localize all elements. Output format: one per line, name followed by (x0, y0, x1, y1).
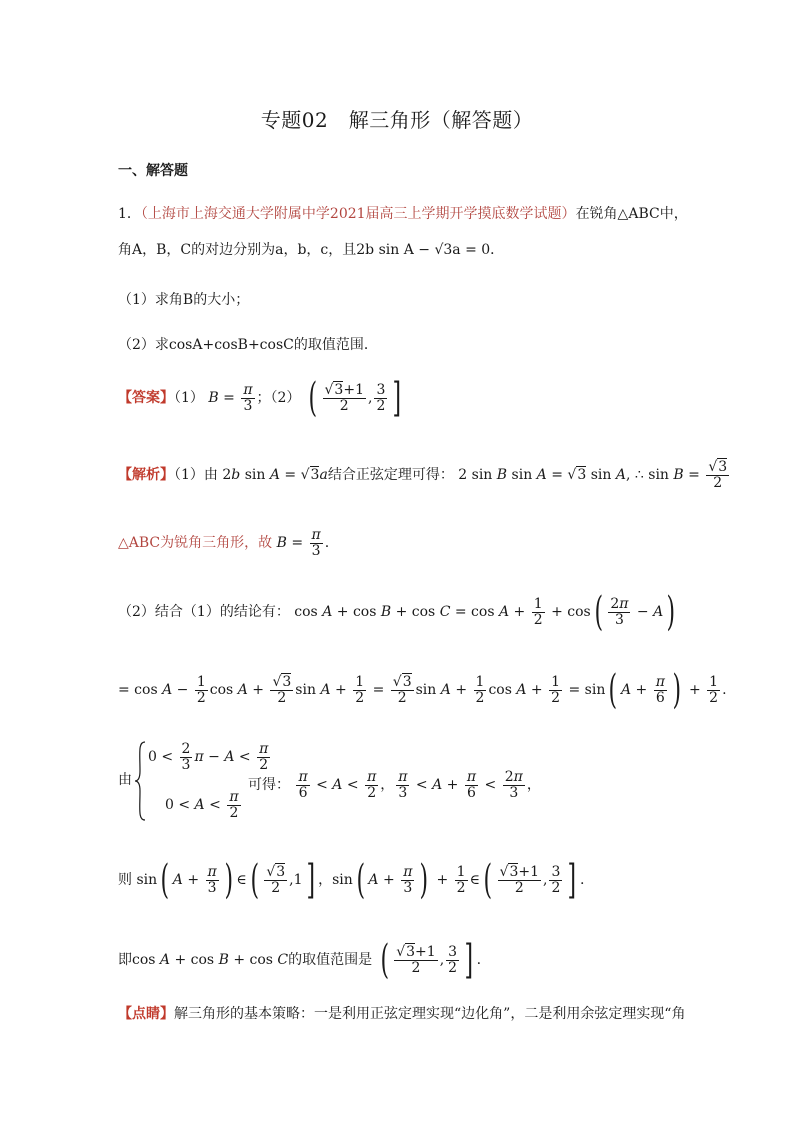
analysis-l3-prefix: （2）结合（1）的结论有： (118, 604, 290, 620)
problem-given: 角A，B，C的对边分别为a，b，c，且 (118, 242, 357, 258)
dianjing-tag: 【点睛】 (118, 1006, 174, 1022)
problem-equation: 2b sin A − √3a = 0． (356, 242, 505, 258)
problem-stem-tail: 在锐角△ABC中， (575, 206, 688, 222)
inequality-2: 0 < A < $\frac{\pi}{2}$ (165, 789, 239, 821)
page-title: 专题02 解三角形（解答题） (260, 108, 534, 132)
section-heading: 一、解答题 (118, 163, 188, 179)
analysis-line-2: △ABC为锐角三角形，故 B = $\frac{\pi}{3}$ . (118, 527, 330, 559)
analysis-ze: 则 (118, 872, 132, 888)
analysis-kede: 可得： (248, 777, 290, 794)
analysis-line-7: 即cos A + cos B + cos C的取值范围是 ( $\frac{√3+1}{2}$ , $\frac{3}{2}$ ] . (118, 937, 482, 983)
answer-part2-label: ；（2） (256, 390, 301, 406)
analysis-l1-mid: 结合正弦定理可得： (327, 467, 454, 484)
question-1: （1）求角B的大小； (118, 292, 250, 308)
answer-line: 【答案】（1） B = $\frac{\pi}{3}$ ；（2） ( $\frac{√3+1}{2}$ , $\frac{3}{2}$ ] (118, 375, 402, 421)
analysis-line-6: 则 sin( A + $\frac{\pi}{3}$ ) ∈( $\frac{√3}{2}$ ,1] ，sin( A + $\frac{\pi}{3}$ ) + $\frac{1}{2}$ ∈( $\frac{√3+1}{2}$ , $\frac{3}{2}$ ] . (118, 857, 585, 903)
question-2: （2）求cosA+cosB+cosC的取值范围． (118, 337, 378, 353)
analysis-result: 可得： $\frac{\pi}{6}$ < A < $\frac{\pi}{2}$ ， $\frac{\pi}{3}$ < A + $\frac{\pi}{6}$ < $\frac{2\pi}{3}$ ， (248, 769, 541, 801)
analysis-l1-prefix: （1）由 (174, 467, 218, 484)
problem-line-2 (118, 240, 504, 260)
inequality-1: 0 < $\frac{2}{3}$ π − A < $\frac{\pi}{2}$ (148, 741, 269, 773)
answer-tag: 【答案】 (118, 390, 174, 406)
analysis-line-4: = cos A − $\frac{1}{2}$ cos A + $\frac{√3}{2}$ sin A + $\frac{1}{2}$ = $\frac{√3}{2}$ sin A + $\frac{1}{2}$ cos A + $\frac{1}{2}$ = sin( A + $\frac{\pi}{6}$ ) + $\frac{1}{2}$ . (118, 667, 727, 713)
dianjing-text: 解三角形的基本策略：一是利用正弦定理实现“边化角”，二是利用余弦定理实现“角 (174, 1006, 686, 1022)
answer-part1-label: （1） (174, 390, 204, 406)
analysis-range-label: 的取值范围是 (288, 952, 373, 968)
analysis-line-3: （2）结合（1）的结论有： cos A + cos B + cos C = cos A + $\frac{1}{2}$ + cos( $\frac{2\pi}{3}$ − A) (118, 589, 676, 635)
problem-line-1 (118, 204, 688, 224)
dianjing-line (118, 1004, 685, 1024)
problem-source: （上海市上海交通大学附属中学2021届高三上学期开学摸底数学试题） (140, 206, 576, 222)
analysis-l2-prefix: △ABC为锐角三角形，故 (118, 535, 273, 552)
analysis-line-1: 【解析】（1）由 2b sin A = √3a结合正弦定理可得： 2 sin B sin A = √3 sin A, ∴ sin B = $\frac{√3}{2}$ (118, 459, 728, 491)
analysis-you: 由 (118, 772, 132, 788)
problem-number: 1． (118, 206, 141, 222)
left-brace-icon (134, 741, 146, 825)
analysis-ji: 即 (118, 952, 132, 968)
analysis-tag: 【解析】 (118, 467, 174, 484)
